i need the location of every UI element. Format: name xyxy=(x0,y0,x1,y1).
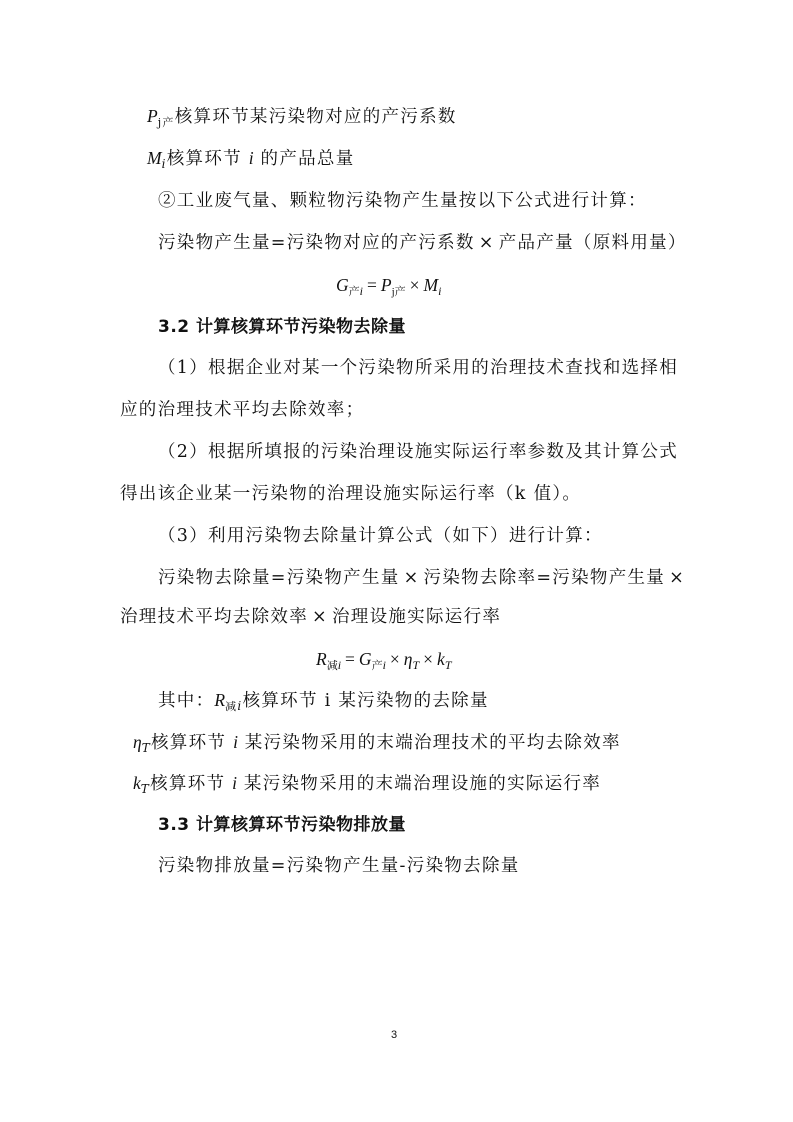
eq2-r-sub: 减 xyxy=(326,660,338,672)
where-prefix: 其中： xyxy=(158,691,215,711)
where-r-subi: i xyxy=(237,699,243,713)
eq1-times: × xyxy=(409,275,420,295)
definition-p xyxy=(147,104,457,131)
eq2-eta-sub: T xyxy=(412,658,420,672)
formula-3-text: 污染物排放量=污染物产生量-污染物去除量 xyxy=(158,856,520,876)
formula-1-part-b: 产品产量（原料用量） xyxy=(498,233,687,253)
section-heading-3-2: 3.2 计算核算环节污染物去除量 xyxy=(158,317,407,337)
paragraph-1-line-2: 应的治理技术平均去除效率； xyxy=(120,400,365,420)
formula-2-part-b: 污染物去除率=污染物产生量 xyxy=(423,568,666,588)
times-sign: × xyxy=(312,607,328,627)
definition-k-text-b: 某污染物采用的末端治理设施的实际运行率 xyxy=(237,774,602,794)
eq1-m-sub: i xyxy=(438,284,442,298)
eq1-p-sub: j产 xyxy=(391,286,406,298)
step-2-text: ②工业废气量、颗粒物污染物产生量按以下公式进行计算： xyxy=(158,191,647,211)
equation-1 xyxy=(336,273,441,300)
symbol-eta-sub: T xyxy=(141,741,151,755)
eq2-r: R xyxy=(316,649,327,669)
formula-1-part-a: 污染物产生量=污染物对应的产污系数 xyxy=(158,233,475,253)
definition-eta-text-a: 核算环节 xyxy=(151,733,234,753)
symbol-m-subscript: i xyxy=(161,157,167,171)
eq1-equals: = xyxy=(366,275,377,295)
index-i: i xyxy=(233,732,238,752)
where-r-sub: 减 xyxy=(225,700,238,713)
eq1-m: M xyxy=(423,275,439,295)
paragraph-1-line-1: （1）根据企业对某一个污染物所采用的治理技术查找和选择相 xyxy=(158,358,679,378)
definition-k xyxy=(133,771,601,797)
definition-k-text-a: 核算环节 xyxy=(150,774,233,794)
symbol-k: k xyxy=(133,773,141,793)
symbol-k-sub: T xyxy=(140,782,151,796)
eq2-times-2: × xyxy=(423,649,434,669)
definition-m-text-b: 的产品总量 xyxy=(253,149,355,169)
symbol-eta: η xyxy=(133,732,142,752)
paragraph-3: （3）利用污染物去除量计算公式（如下）进行计算： xyxy=(158,526,603,546)
definition-m-text-a: 核算环节 xyxy=(166,149,249,169)
eq2-g: G xyxy=(358,649,372,669)
formula-2-part-c: 治理技术平均去除效率 xyxy=(120,607,308,627)
formula-1-text xyxy=(158,231,687,255)
formula-2-line-2 xyxy=(120,605,501,629)
formula-2-line-1 xyxy=(158,566,689,590)
eq2-k: k xyxy=(437,649,445,669)
eq1-g: G xyxy=(336,275,349,295)
formula-2-part-d: 治理设施实际运行率 xyxy=(331,607,502,627)
eq1-p: P xyxy=(380,275,392,295)
times-sign: × xyxy=(669,568,686,588)
eq1-g-subi: i xyxy=(359,284,363,298)
symbol-p: P xyxy=(147,106,158,126)
eq2-eta: η xyxy=(403,649,413,669)
eq2-equals: = xyxy=(345,649,355,669)
eq2-r-subi: i xyxy=(337,658,342,672)
symbol-p-subscript: j产 xyxy=(157,116,175,129)
times-sign: × xyxy=(478,233,495,253)
index-i: i xyxy=(248,148,254,168)
eq2-times-1: × xyxy=(389,649,400,669)
definition-eta-text-b: 某污染物采用的末端治理技术的平均去除效率 xyxy=(237,733,621,753)
page-number: 3 xyxy=(391,1029,398,1041)
section-heading-3-3: 3.3 计算核算环节污染物排放量 xyxy=(158,815,407,835)
eq2-g-subi: i xyxy=(382,658,386,672)
eq1-g-sub: 产 xyxy=(348,286,360,298)
definition-eta xyxy=(133,730,621,756)
paragraph-2-line-2: 得出该企业某一污染物的治理设施实际运行率（k 值）。 xyxy=(120,484,582,504)
times-sign: × xyxy=(403,568,420,588)
definition-p-text: 核算环节某污染物对应的产污系数 xyxy=(174,107,457,127)
equation-2 xyxy=(316,647,452,674)
paragraph-2-line-1: （2）根据所填报的污染治理设施实际运行率参数及其计算公式 xyxy=(158,442,679,462)
where-text: 核算环节 i 某污染物的去除量 xyxy=(242,691,489,711)
eq2-k-sub: T xyxy=(444,658,452,672)
eq2-g-sub: 产 xyxy=(371,660,383,672)
where-r: R xyxy=(214,690,226,710)
formula-2-part-a: 污染物去除量=污染物产生量 xyxy=(158,568,400,588)
where-clause xyxy=(158,688,489,715)
definition-m xyxy=(147,146,355,172)
symbol-m: M xyxy=(147,148,162,168)
index-i: i xyxy=(232,773,238,793)
